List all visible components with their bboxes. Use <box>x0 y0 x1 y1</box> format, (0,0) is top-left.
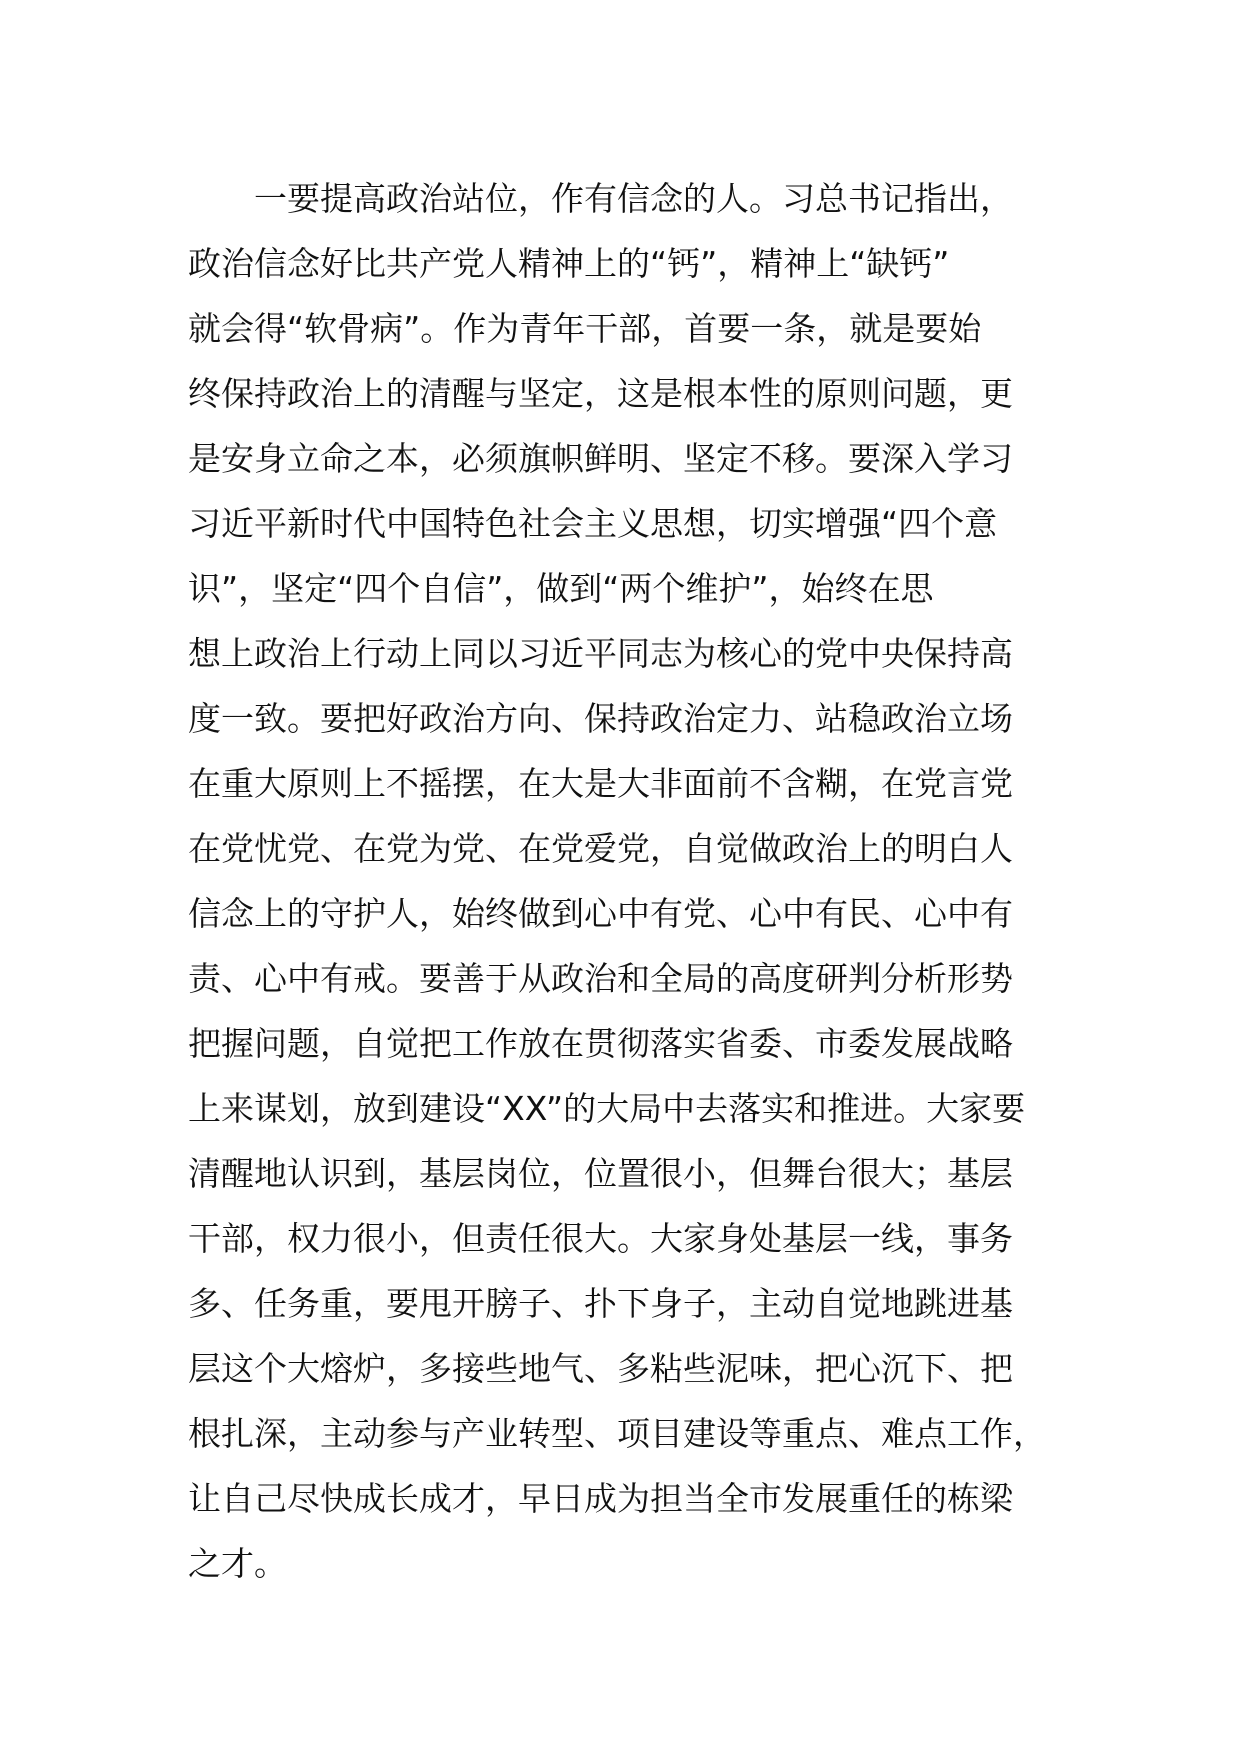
paragraph-line: 把握问题，自觉把工作放在贯彻落实省委、市委发展战略 <box>188 1024 1013 1063</box>
paragraph-line: 清醒地认识到，基层岗位，位置很小，但舞台很大；基层 <box>188 1154 1013 1193</box>
paragraph-line: 想上政治上行动上同以习近平同志为核心的党中央保持高 <box>188 634 1013 673</box>
paragraph-line: 在重大原则上不摇摆，在大是大非面前不含糊，在党言党 <box>188 764 1013 803</box>
paragraph-line: 干部，权力很小，但责任很大。大家身处基层一线，事务 <box>188 1219 1013 1258</box>
paragraph-line: 政治信念好比共产党人精神上的“钙”，精神上“缺钙” <box>188 244 950 283</box>
paragraph-line: 责、心中有戒。要善于从政治和全局的高度研判分析形势 <box>188 959 1013 998</box>
paragraph-line: 识”，坚定“四个自信”，做到“两个维护”，始终在思 <box>188 569 934 608</box>
paragraph-line: 之才。 <box>188 1544 287 1583</box>
paragraph-line: 是安身立命之本，必须旗帜鲜明、坚定不移。要深入学习 <box>188 439 1013 478</box>
paragraph-line: 一要提高政治站位，作有信念的人。习总书记指出， <box>188 179 1013 218</box>
paragraph-line: 上来谋划，放到建设“XX”的大局中去落实和推进。大家要 <box>188 1089 1026 1128</box>
paragraph-line: 层这个大熔炉，多接些地气、多粘些泥味，把心沉下、把 <box>188 1349 1013 1388</box>
body-paragraph <box>188 166 1068 1596</box>
paragraph-line: 根扎深，主动参与产业转型、项目建设等重点、难点工作， <box>188 1414 1046 1453</box>
paragraph-line: 信念上的守护人，始终做到心中有党、心中有民、心中有 <box>188 894 1013 933</box>
paragraph-line: 习近平新时代中国特色社会主义思想，切实增强“四个意 <box>188 504 998 543</box>
paragraph-line: 就会得“软骨病”。作为青年干部，首要一条，就是要始 <box>188 309 982 348</box>
paragraph-line: 在党忧党、在党为党、在党爱党，自觉做政治上的明白人 <box>188 829 1013 868</box>
paragraph-line: 让自己尽快成长成才，早日成为担当全市发展重任的栋梁 <box>188 1479 1013 1518</box>
paragraph-line: 终保持政治上的清醒与坚定，这是根本性的原则问题，更 <box>188 374 1013 413</box>
paragraph-line: 度一致。要把好政治方向、保持政治定力、站稳政治立场 <box>188 699 1013 738</box>
paragraph-line: 多、任务重，要甩开膀子、扑下身子，主动自觉地跳进基 <box>188 1284 1013 1323</box>
